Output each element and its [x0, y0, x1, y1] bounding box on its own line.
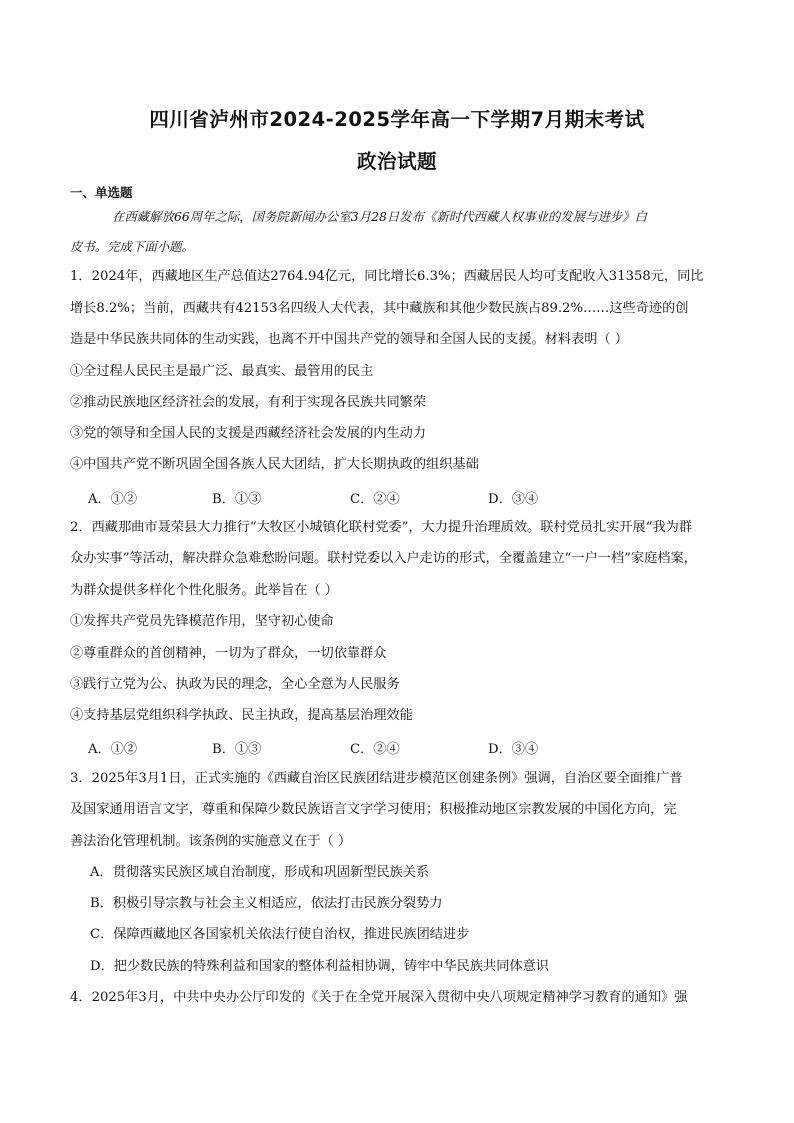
question-3-choice-c[interactable]: C．保障西藏地区各国家机关依法行使自治权，推进民族团结进步	[90, 927, 470, 942]
option-b[interactable]: B．①③	[212, 742, 262, 757]
question-1-stem: 增长8.2%；当前，西藏共有42153名四级人大代表，其中藏族和其他少数民族占89.2%……这些奇迹的创	[70, 301, 689, 316]
question-2-stem: 众办实事”等活动，解决群众急难愁盼问题。联村党委以入户走访的形式，全覆盖建立“一户一档”家庭档案，	[70, 551, 697, 566]
question-3-choice-b[interactable]: B．积极引导宗教与社会主义相适应，依法打击民族分裂势力	[90, 896, 443, 911]
intro-line: 皮书。完成下面小题。	[70, 239, 194, 254]
question-3-stem: 善法治化管理机制。该条例的实施意义在于（ ）	[70, 834, 352, 849]
option-c[interactable]: C．②④	[350, 492, 400, 507]
question-4-stem: 4．2025年3月，中共中央办公厅印发的《关于在全党开展深入贯彻中央八项规定精神学习教育的通知》强	[70, 990, 688, 1005]
question-2-stem: 2．西藏那曲市聂荣县大力推行“大牧区小城镇化联村党委”，大力提升治理质效。联村党员扎实开展“我为群	[70, 520, 693, 535]
page-subtitle: 政治试题	[356, 150, 437, 173]
question-1-item: ②推动民族地区经济社会的发展，有利于实现各民族共同繁荣	[70, 395, 427, 410]
question-3-stem: 及国家通用语言文字，尊重和保障少数民族语言文字学习使用；积极推动地区宗教发展的中国化方向，完	[70, 802, 677, 817]
page-title: 四川省泸州市2024-2025学年高一下学期7月期末考试	[149, 108, 645, 131]
question-2-options	[88, 738, 648, 756]
question-1-options	[88, 488, 648, 506]
question-1-stem: 造是中华民族共同体的生动实践，也离不开中国共产党的领导和全国人民的支援。材料表明（ ）	[70, 332, 629, 347]
question-1-item: ③党的领导和全国人民的支援是西藏经济社会发展的内生动力	[70, 426, 427, 441]
option-c[interactable]: C．②④	[350, 742, 400, 757]
question-1-stem: 1．2024年，西藏地区生产总值达2764.94亿元，同比增长6.3%；西藏居民人均可支配收入31358元，同比	[70, 269, 704, 284]
section-heading: 一、单选题	[70, 185, 133, 200]
question-2-item: ③践行立党为公、执政为民的理念，全心全意为人民服务	[70, 677, 400, 692]
question-3-stem: 3．2025年3月1日，正式实施的《西藏自治区民族团结进步模范区创建条例》强调，自治区要全面推广普	[70, 771, 683, 786]
question-2-item: ④支持基层党组织科学执政、民主执政，提高基层治理效能	[70, 708, 413, 723]
question-2-stem: 为群众提供多样化个性化服务。此举旨在（ ）	[70, 583, 338, 598]
question-3-choice-d[interactable]: D．把少数民族的特殊利益和国家的整体利益相协调，铸牢中华民族共同体意识	[90, 959, 549, 974]
question-2-item: ②尊重群众的首创精神，一切为了群众，一切依靠群众	[70, 646, 387, 661]
option-d[interactable]: D．③④	[488, 492, 539, 507]
option-a[interactable]: A．①②	[88, 492, 138, 507]
question-3-choice-a[interactable]: A．贯彻落实民族区域自治制度，形成和巩固新型民族关系	[90, 865, 430, 880]
option-d[interactable]: D．③④	[488, 742, 539, 757]
question-1-item: ①全过程人民民主是最广泛、最真实、最管用的民主	[70, 364, 374, 379]
intro-line: 在西藏解放66周年之际，国务院新闻办公室3月28日发布《新时代西藏人权事业的发展与进步》白	[112, 209, 648, 224]
question-1-item: ④中国共产党不断巩固全国各族人民大团结，扩大长期执政的组织基础	[70, 457, 479, 472]
question-2-item: ①发挥共产党员先锋模范作用，坚守初心使命	[70, 614, 334, 629]
option-a[interactable]: A．①②	[88, 742, 138, 757]
option-b[interactable]: B．①③	[212, 492, 262, 507]
